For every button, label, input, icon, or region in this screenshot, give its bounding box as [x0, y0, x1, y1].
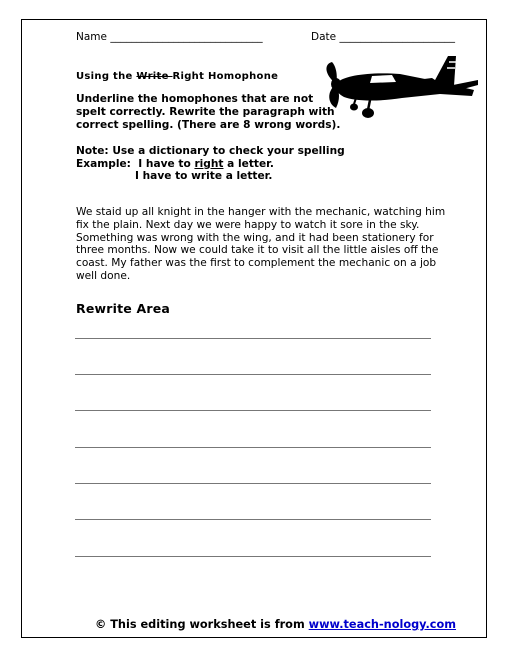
writing-line[interactable] [75, 483, 431, 484]
name-field[interactable] [76, 31, 263, 43]
name-blank: _____________________________ [110, 31, 263, 43]
example-underlined-word: right [194, 157, 224, 170]
writing-line[interactable] [75, 338, 431, 339]
name-label: Name [76, 31, 111, 43]
date-field[interactable] [311, 31, 455, 43]
paragraph-line: Something was wrong with the wing, and it had been stationery for [76, 231, 434, 244]
paragraph-line: We staid up all knight in the hanger with the mechanic, watching him [76, 206, 446, 218]
rewrite-heading: Rewrite Area [76, 301, 171, 316]
footer [95, 618, 456, 631]
paragraph-line: coast. My father was the first to complement the mechanic on a job [76, 257, 437, 270]
title-strikethrough-word: Write [136, 71, 173, 82]
paragraph [76, 206, 446, 283]
example-label: Example: [76, 157, 131, 170]
paragraph-line: well done. [76, 269, 131, 282]
footer-text: © This editing worksheet is from [95, 618, 309, 631]
writing-line[interactable] [75, 519, 431, 520]
example-1-prefix: I have to [138, 157, 195, 170]
example-1-suffix: a letter. [223, 157, 274, 170]
writing-line[interactable] [75, 556, 431, 557]
date-label: Date [311, 31, 340, 43]
footer-link[interactable]: www.teach-nology.com [308, 618, 457, 631]
paragraph-line: fix the plain. Next day we were happy to watch it sore in the sky. [76, 218, 420, 231]
note-line: Note: Use a dictionary to check your spelling [76, 145, 345, 157]
writing-line[interactable] [75, 447, 431, 448]
writing-line[interactable] [75, 410, 431, 411]
date-blank: ______________________ [339, 31, 455, 43]
title-suffix: Right Homophone [172, 71, 279, 82]
example-line-2: I have to write a letter. [135, 170, 273, 182]
title-prefix: Using the [76, 71, 137, 82]
instructions: Underline the homophones that are not spelt correctly. Rewrite the paragraph with correct spelling. (There are 8 wrong words). [76, 93, 341, 131]
note-block [76, 145, 345, 183]
worksheet-title [76, 71, 278, 82]
example-line-1 [76, 158, 345, 171]
paragraph-line: three months. Now we could take it to visit all the little aisles off the [76, 244, 439, 257]
writing-line[interactable] [75, 374, 431, 375]
